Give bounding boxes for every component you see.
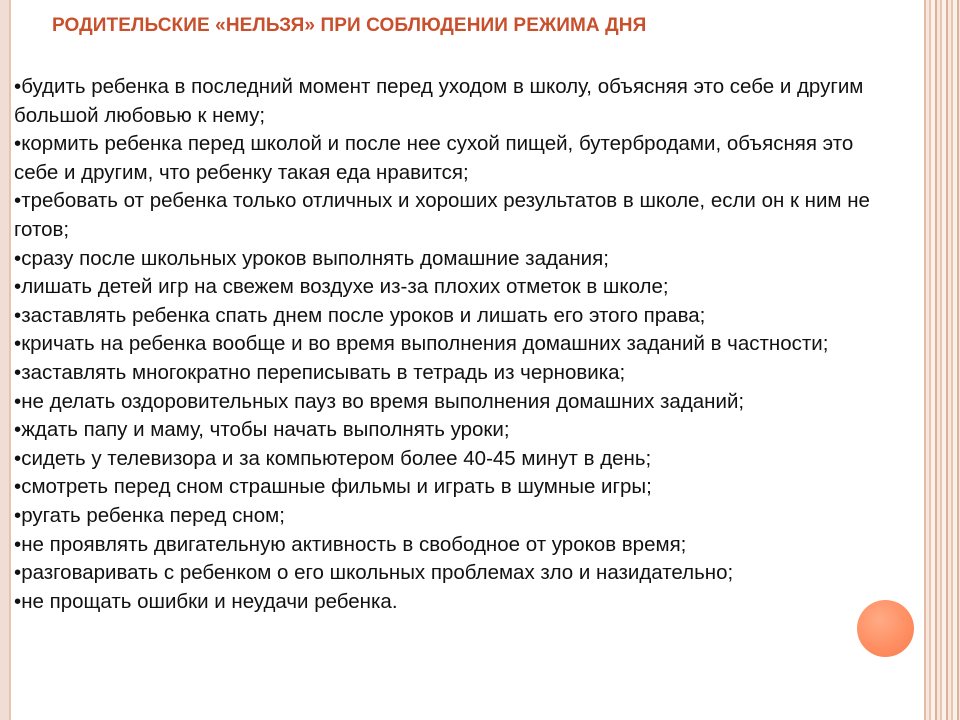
right-striped-band-decoration — [926, 0, 960, 720]
list-item-text: ждать папу и маму, чтобы начать выполнять уроки; — [21, 418, 510, 442]
list-item — [14, 273, 894, 302]
list-item — [14, 445, 894, 474]
bullet-icon: • — [14, 332, 22, 356]
list-item-text: требовать от ребенка только отличных и хороших результатов в школе, если он к ним не готов; — [14, 189, 870, 241]
list-item-text: разговаривать с ребенком о его школьных проблемах зло и назидательно; — [21, 561, 734, 585]
list-item — [14, 245, 894, 274]
list-item-text: будить ребенка в последний момент перед уходом в школу, объясняя это себе и другим большой любовью к нему; — [14, 75, 864, 127]
list-item — [14, 559, 894, 588]
bullet-icon: • — [14, 475, 22, 499]
list-item-text: лишать детей игр на свежем воздухе из-за плохих отметок в школе; — [21, 275, 669, 299]
slide-title: РОДИТЕЛЬСКИЕ «НЕЛЬЗЯ» ПРИ СОБЛЮДЕНИИ РЕЖИМА ДНЯ — [52, 15, 647, 36]
rules-list — [14, 73, 894, 616]
bullet-icon: • — [14, 389, 22, 413]
list-item — [14, 388, 894, 417]
list-item — [14, 73, 894, 130]
left-border-decoration — [0, 0, 11, 720]
list-item-text: кричать на ребенка вообще и во время выполнения домашних заданий в частности; — [21, 332, 829, 356]
list-item — [14, 187, 894, 244]
list-item-text: сидеть у телевизора и за компьютером более 40-45 минут в день; — [21, 446, 652, 470]
bullet-icon: • — [14, 589, 22, 613]
list-item — [14, 416, 894, 445]
list-item-text: не делать оздоровительных пауз во время выполнения домашних заданий; — [21, 389, 745, 413]
bullet-icon: • — [14, 446, 22, 470]
list-item — [14, 302, 894, 331]
list-item-text: кормить ребенка перед школой и после нее сухой пищей, бутербродами, объясняя это себе и другим, что ребенку такая еда нравится; — [14, 132, 854, 184]
list-item-text: сразу после школьных уроков выполнять домашние задания; — [21, 246, 609, 270]
list-item — [14, 130, 894, 187]
bullet-icon: • — [14, 75, 22, 98]
list-item-text: не прощать ошибки и неудачи ребенка. — [21, 589, 398, 613]
orange-circle-decoration — [857, 600, 914, 657]
bullet-icon: • — [14, 503, 22, 527]
list-item-text: смотреть перед сном страшные фильмы и играть в шумные игры; — [21, 475, 652, 499]
bullet-icon: • — [14, 132, 22, 156]
list-item-text: ругать ребенка перед сном; — [21, 503, 285, 527]
list-item — [14, 588, 894, 617]
bullet-icon: • — [14, 532, 22, 556]
list-item — [14, 502, 894, 531]
bullet-icon: • — [14, 561, 22, 585]
list-item — [14, 359, 894, 388]
bullet-icon: • — [14, 303, 22, 327]
list-item-text: заставлять многократно переписывать в тетрадь из черновика; — [21, 360, 626, 384]
list-item-text: не проявлять двигательную активность в свободное от уроков время; — [21, 532, 687, 556]
list-item — [14, 531, 894, 560]
bullet-icon: • — [14, 418, 22, 442]
list-item — [14, 473, 894, 502]
list-item-text: заставлять ребенка спать днем после уроков и лишать его этого права; — [21, 303, 706, 327]
bullet-icon: • — [14, 189, 22, 213]
bullet-icon: • — [14, 360, 22, 384]
list-item — [14, 330, 894, 359]
bullet-icon: • — [14, 246, 22, 270]
bullet-icon: • — [14, 275, 22, 299]
